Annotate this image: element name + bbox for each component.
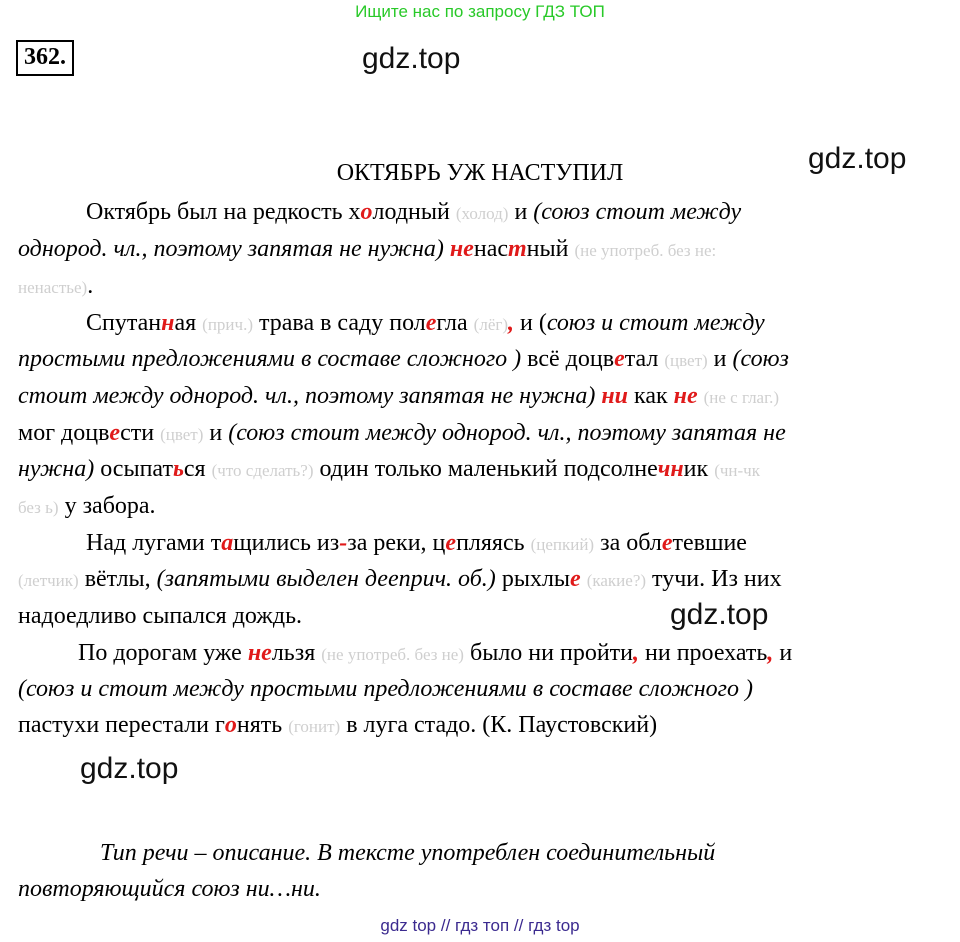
highlight: о (360, 199, 373, 225)
watermark-3: gdz.top (670, 598, 769, 631)
text: как (628, 383, 674, 409)
highlight: чн (657, 456, 684, 482)
p2-line3 (18, 383, 960, 410)
text: нять (236, 712, 289, 738)
p1-line3 (18, 273, 960, 300)
comment: простыми предложениями в составе сложного ) (18, 346, 522, 372)
text: тал (624, 346, 665, 372)
highlight: не (449, 236, 474, 262)
text: у забора. (58, 493, 156, 519)
text: трава в саду пол (253, 310, 426, 336)
text: тевшие (672, 530, 747, 556)
comment: (запятыми выделен дееприч. об.) (156, 566, 496, 592)
text: лодный (372, 199, 456, 225)
note: (цепкий) (530, 535, 595, 554)
comment: (союз и стоит между простыми предложениями в составе сложного ) (18, 676, 753, 702)
p4-line1 (78, 640, 960, 667)
note: (цвет) (160, 425, 204, 444)
text: По дорогам уже (78, 640, 248, 666)
watermark-1: gdz.top (362, 42, 461, 75)
note: (какие?) (586, 571, 647, 590)
note: (не употреб. без не) (321, 645, 464, 664)
footer-separator: // (513, 916, 524, 935)
note: без ь) (18, 498, 59, 517)
text: и (508, 199, 534, 225)
note: (что сделать?) (211, 461, 314, 480)
text: гла (436, 310, 474, 336)
note: (прич.) (202, 315, 253, 334)
p3-line3 (18, 603, 960, 630)
p3-line1 (86, 530, 960, 557)
highlight: ни (601, 383, 629, 409)
note: (не употреб. без не: (574, 241, 717, 260)
highlight: ь (172, 456, 184, 482)
text-title: ОКТЯБРЬ УЖ НАСТУПИЛ (336, 160, 624, 186)
comment: (союз (732, 346, 789, 372)
text: осыпат (94, 456, 173, 482)
p2-line5 (18, 456, 960, 483)
comment: (союз стоит между однород. чл., поэтому запятая не (228, 420, 786, 446)
text: рыхлы (495, 566, 571, 592)
summary-line1: Тип речи – описание. В тексте употреблен соединительный (100, 840, 716, 866)
text: было ни пройти (463, 640, 634, 666)
note: (лёг) (473, 315, 508, 334)
text: надоедливо сыпался дождь. (18, 603, 303, 629)
highlight: е (445, 530, 457, 556)
text: ая (174, 310, 203, 336)
note: (гонит) (288, 717, 341, 736)
text: ни проехать (639, 640, 768, 666)
text: ик (683, 456, 715, 482)
text: . (87, 273, 94, 299)
footer-link-gdz-top[interactable]: gdz top (380, 916, 437, 935)
highlight: е (661, 530, 673, 556)
text: ся (183, 456, 212, 482)
comment: союз и стоит между (546, 310, 765, 336)
highlight: о (224, 712, 237, 738)
comment: (союз стоит между (533, 199, 742, 225)
p4-line3 (18, 712, 960, 739)
highlight: е (570, 566, 581, 592)
highlight: н (161, 310, 175, 336)
note: (не с глаг.) (703, 388, 780, 407)
comment: стоит между однород. чл., поэтому запятая не нужна) (18, 383, 596, 409)
text: Спутан (86, 310, 162, 336)
footer-separator: // (440, 916, 451, 935)
note: (чн-чк (714, 461, 760, 480)
text: мог доцв (18, 420, 110, 446)
note: (цвет) (664, 351, 708, 370)
watermark-4: gdz.top (80, 752, 179, 785)
p1-line1 (86, 199, 960, 226)
text: и (203, 420, 229, 446)
p3-line2 (18, 566, 960, 593)
note: (летчик) (18, 571, 79, 590)
p2-line4 (18, 420, 960, 447)
p4-line2 (18, 676, 960, 703)
text: всё доцв (521, 346, 615, 372)
text: в луга стадо. (К. Паустовский) (340, 712, 658, 738)
text: и (707, 346, 733, 372)
highlight: е (425, 310, 437, 336)
summary-line2: повторяющийся союз ни…ни. (18, 876, 321, 902)
comment: нужна) (18, 456, 95, 482)
search-banner: Ищите нас по запросу ГДЗ ТОП (355, 2, 605, 21)
text: нас (473, 236, 508, 262)
text: за реки, ц (347, 530, 446, 556)
text: и ( (514, 310, 547, 336)
note: ненастье) (18, 278, 88, 297)
text: тучи. Из них (646, 566, 782, 592)
text: ный (526, 236, 575, 262)
highlight: т (508, 236, 527, 262)
text: щились из (233, 530, 340, 556)
highlight: , (767, 640, 774, 666)
highlight: , (633, 640, 640, 666)
text: сти (120, 420, 161, 446)
watermark-2: gdz.top (808, 142, 907, 175)
text: Октябрь был на редкость х (86, 199, 361, 225)
text: пастухи перестали г (18, 712, 225, 738)
p2-line2 (18, 346, 960, 373)
highlight: , (508, 310, 514, 336)
highlight: а (221, 530, 234, 556)
p2-line1 (86, 310, 960, 337)
highlight: е (614, 346, 625, 372)
text: и (773, 640, 793, 666)
note: (холод) (455, 204, 509, 223)
p2-line6 (18, 493, 960, 520)
footer-link-gdz-top-mixed[interactable]: гдз top (528, 916, 580, 935)
exercise-number: 362. (16, 40, 74, 76)
text: вётлы, (78, 566, 157, 592)
p1-line2 (18, 236, 960, 263)
text: один только маленький подсолне (313, 456, 658, 482)
footer-links (0, 916, 960, 936)
text: за обл (594, 530, 662, 556)
text: Над лугами т (86, 530, 222, 556)
comment: однород. чл., поэтому запятая не нужна) (18, 236, 444, 262)
highlight: - (339, 530, 348, 556)
highlight: е (109, 420, 121, 446)
highlight: не (673, 383, 698, 409)
highlight: не (247, 640, 272, 666)
footer-link-gdz-top-ru[interactable]: гдз топ (455, 916, 510, 935)
text: льзя (271, 640, 322, 666)
text: пляясь (456, 530, 531, 556)
